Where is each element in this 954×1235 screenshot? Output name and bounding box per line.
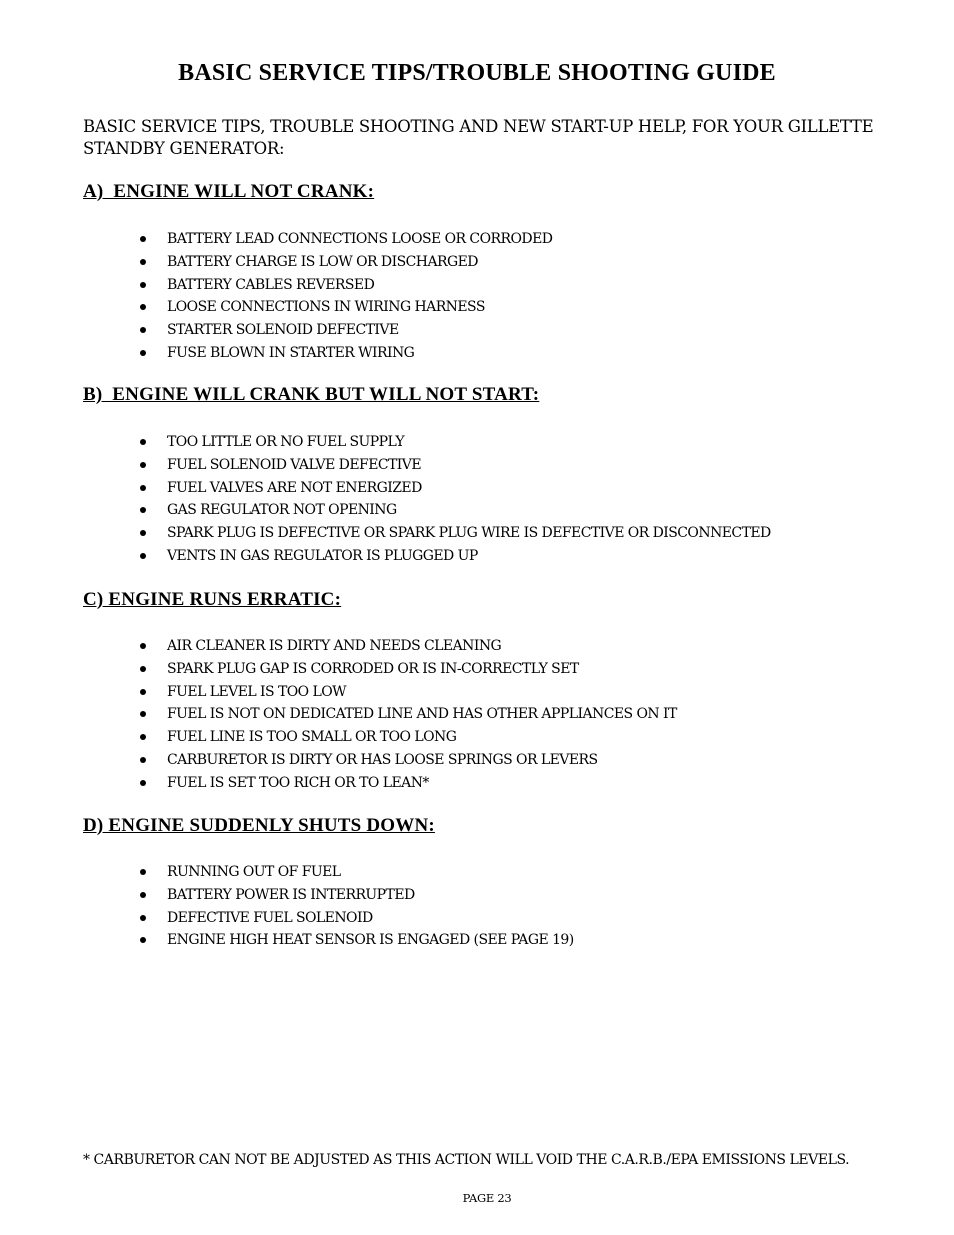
bullet-icon: [140, 485, 146, 491]
bullet-icon: [140, 282, 146, 288]
list-item: SPARK PLUG IS DEFECTIVE OR SPARK PLUG WIRE IS DEFECTIVE OR DISCONNECTED: [137, 522, 771, 545]
bullet-icon: [140, 869, 146, 875]
list-item: RUNNING OUT OF FUEL: [137, 861, 574, 884]
list-item: AIR CLEANER IS DIRTY AND NEEDS CLEANING: [137, 635, 677, 658]
section-heading-c: C) ENGINE RUNS ERRATIC:: [83, 589, 342, 610]
bullet-icon: [140, 734, 146, 740]
list-item: GAS REGULATOR NOT OPENING: [137, 499, 771, 522]
bullet-icon: [140, 892, 146, 898]
bullet-icon: [140, 259, 146, 265]
section-heading-b: B) ENGINE WILL CRANK BUT WILL NOT START:: [83, 384, 540, 405]
list-item: DEFECTIVE FUEL SOLENOID: [137, 907, 574, 930]
bullet-icon: [140, 553, 146, 559]
list-item: FUEL VALVES ARE NOT ENERGIZED: [137, 477, 771, 500]
list-item: FUEL LINE IS TOO SMALL OR TOO LONG: [137, 726, 677, 749]
list-item: FUEL SOLENOID VALVE DEFECTIVE: [137, 454, 771, 477]
bullet-icon: [140, 507, 146, 513]
list-item: FUEL LEVEL IS TOO LOW: [137, 681, 677, 704]
list-item: TOO LITTLE OR NO FUEL SUPPLY: [137, 431, 771, 454]
section-a-list: [137, 228, 552, 365]
bullet-icon: [140, 666, 146, 672]
section-heading-a: A) ENGINE WILL NOT CRANK:: [83, 181, 375, 202]
list-item: ENGINE HIGH HEAT SENSOR IS ENGAGED (SEE PAGE 19): [137, 929, 574, 952]
bullet-icon: [140, 327, 146, 333]
bullet-icon: [140, 439, 146, 445]
list-item: BATTERY CHARGE IS LOW OR DISCHARGED: [137, 251, 552, 274]
list-item: LOOSE CONNECTIONS IN WIRING HARNESS: [137, 296, 552, 319]
bullet-icon: [140, 530, 146, 536]
bullet-icon: [140, 643, 146, 649]
bullet-icon: [140, 689, 146, 695]
bullet-icon: [140, 236, 146, 242]
list-item: FUEL IS NOT ON DEDICATED LINE AND HAS OTHER APPLIANCES ON IT: [137, 703, 677, 726]
bullet-icon: [140, 350, 146, 356]
intro-paragraph: BASIC SERVICE TIPS, TROUBLE SHOOTING AND NEW START-UP HELP, FOR YOUR GILLETTE STANDBY GENERATOR:: [83, 117, 874, 158]
section-heading-d: D) ENGINE SUDDENLY SHUTS DOWN:: [83, 815, 435, 836]
list-item: FUEL IS SET TOO RICH OR TO LEAN*: [137, 772, 677, 795]
bullet-icon: [140, 711, 146, 717]
bullet-icon: [140, 915, 146, 921]
page-title: BASIC SERVICE TIPS/TROUBLE SHOOTING GUIDE: [178, 60, 776, 86]
list-item: BATTERY LEAD CONNECTIONS LOOSE OR CORRODED: [137, 228, 552, 251]
bullet-icon: [140, 780, 146, 786]
list-item: SPARK PLUG GAP IS CORRODED OR IS IN-CORRECTLY SET: [137, 658, 677, 681]
list-item: FUSE BLOWN IN STARTER WIRING: [137, 342, 552, 365]
bullet-icon: [140, 304, 146, 310]
bullet-icon: [140, 462, 146, 468]
list-item: CARBURETOR IS DIRTY OR HAS LOOSE SPRINGS OR LEVERS: [137, 749, 677, 772]
bullet-icon: [140, 757, 146, 763]
list-item: VENTS IN GAS REGULATOR IS PLUGGED UP: [137, 545, 771, 568]
section-d-list: [137, 861, 574, 952]
list-item: STARTER SOLENOID DEFECTIVE: [137, 319, 552, 342]
list-item: BATTERY CABLES REVERSED: [137, 274, 552, 297]
carburetor-footnote: * CARBURETOR CAN NOT BE ADJUSTED AS THIS ACTION WILL VOID THE C.A.R.B./EPA EMISSIONS LEVELS.: [83, 1152, 850, 1168]
list-item: BATTERY POWER IS INTERRUPTED: [137, 884, 574, 907]
section-b-list: [137, 431, 771, 568]
page-number: PAGE 23: [462, 1191, 512, 1205]
bullet-icon: [140, 937, 146, 943]
section-c-list: [137, 635, 677, 795]
